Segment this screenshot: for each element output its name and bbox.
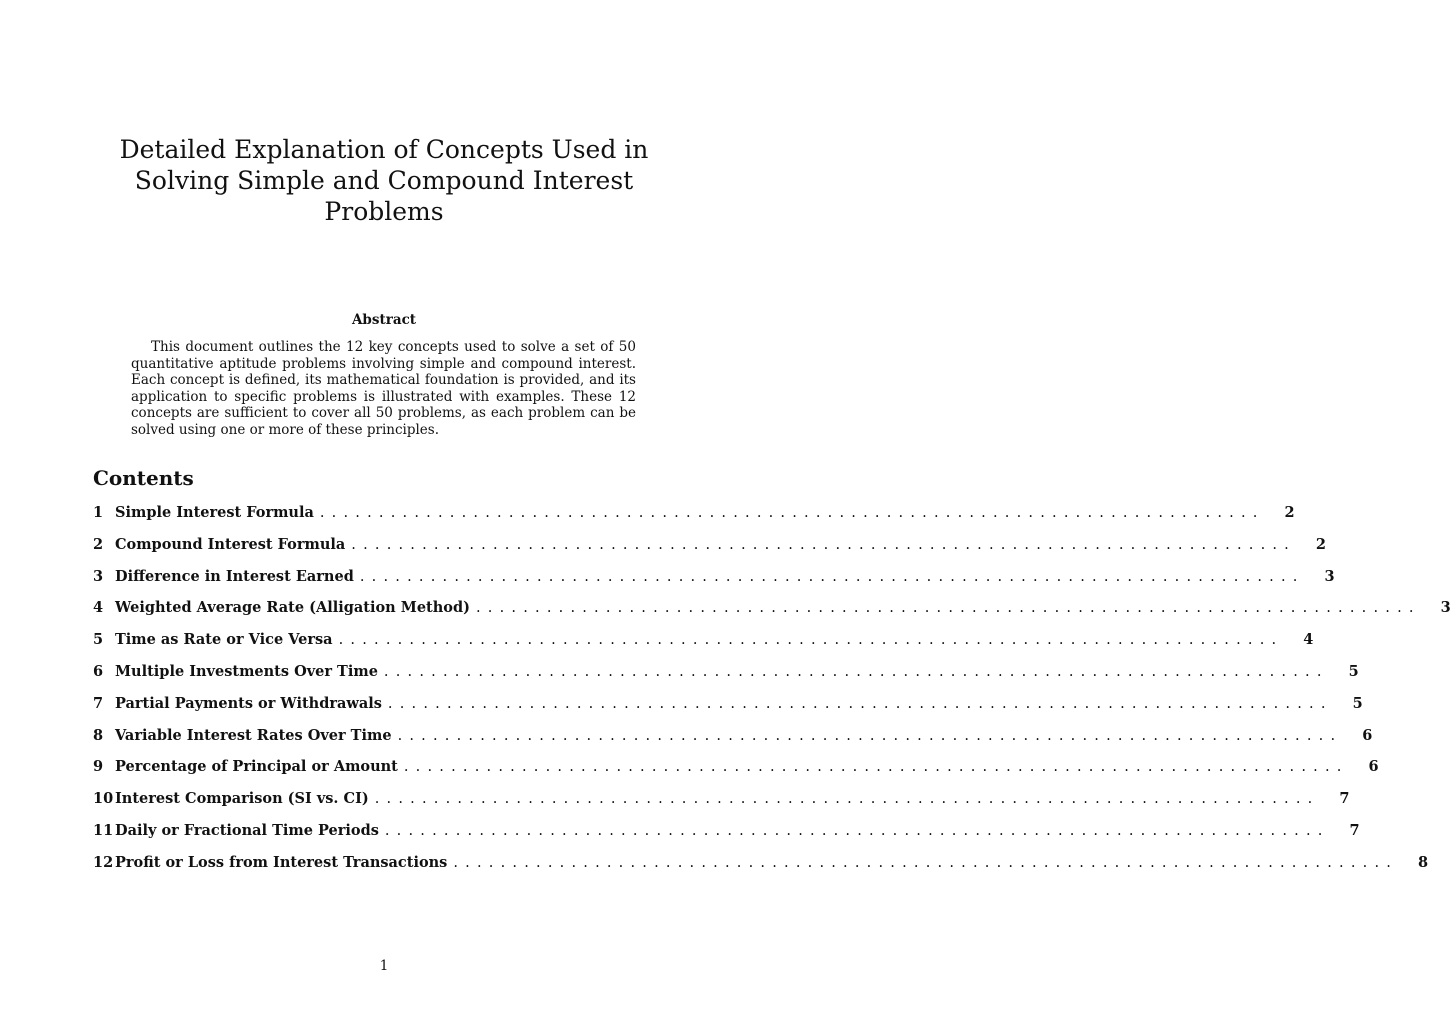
toc-entry[interactable] <box>93 504 1295 536</box>
toc-entry-page: 2 <box>1284 504 1295 521</box>
toc-entry-number: 1 <box>93 504 104 521</box>
document-title: Detailed Explanation of Concepts Used in Solving Simple and Compound Interest Problems <box>119 135 649 226</box>
toc-entry-number: 8 <box>93 726 104 744</box>
toc-entry-number: 3 <box>93 567 104 585</box>
toc-leader-dots: ................................................................................ <box>359 568 1305 585</box>
toc-entry-page: 8 <box>1418 853 1429 871</box>
toc-entry[interactable] <box>93 631 1314 663</box>
toc-entry-title: Difference in Interest Earned <box>115 567 354 585</box>
toc-entry-title: Profit or Loss from Interest Transactions <box>115 853 448 871</box>
toc-leader-dots: ................................................................................ <box>351 536 1296 553</box>
toc-leader-dots: ................................................................................ <box>384 822 1330 839</box>
toc-entry-number: 5 <box>93 631 104 649</box>
toc-entry-title: Percentage of Principal or Amount <box>115 758 398 776</box>
toc-entry-page: 2 <box>1315 535 1326 553</box>
toc-entry-number: 2 <box>93 535 104 553</box>
page-number: 1 <box>379 958 389 974</box>
toc-entry-page: 6 <box>1362 726 1373 744</box>
toc-leader-dots: ................................................................................ <box>319 505 1265 521</box>
toc-leader-dots: ................................................................................ <box>403 759 1349 776</box>
toc-leader-dots: ................................................................................ <box>374 791 1320 808</box>
toc-entry-number: 6 <box>93 662 104 680</box>
toc-entry-number: 11 <box>93 821 114 839</box>
toc-entry[interactable] <box>93 535 1326 568</box>
toc-entry[interactable] <box>93 662 1359 695</box>
toc-leader-dots: ................................................................................ <box>387 695 1333 712</box>
abstract-heading: Abstract <box>351 312 417 328</box>
toc-entry[interactable] <box>93 758 1379 790</box>
toc-entry-title: Interest Comparison (SI vs. CI) <box>115 790 369 808</box>
toc-entry-title: Multiple Investments Over Time <box>115 662 378 680</box>
toc-entry-title: Partial Payments or Withdrawals <box>115 694 382 712</box>
toc-entry-title: Daily or Fractional Time Periods <box>115 821 379 839</box>
toc-entry-number: 9 <box>93 758 104 776</box>
toc-leader-dots: ................................................................................ <box>453 854 1399 871</box>
toc-leader-dots: ................................................................................ <box>338 632 1284 649</box>
toc-entry-page: 5 <box>1348 662 1359 680</box>
contents-heading: Contents <box>93 466 194 490</box>
toc-entry-page: 7 <box>1339 790 1350 808</box>
toc-entry[interactable] <box>93 726 1373 759</box>
toc-entry-title: Variable Interest Rates Over Time <box>115 726 392 744</box>
toc-entry-page: 7 <box>1349 821 1360 839</box>
toc-entry-title: Weighted Average Rate (Alligation Method) <box>115 599 470 617</box>
toc-entry-number: 10 <box>93 790 114 808</box>
toc-entry[interactable] <box>93 790 1350 822</box>
toc-entry[interactable] <box>93 567 1335 600</box>
toc-entry[interactable] <box>93 853 1429 886</box>
toc-entry-page: 3 <box>1440 599 1451 617</box>
toc-entry-title: Time as Rate or Vice Versa <box>115 631 333 649</box>
toc-leader-dots: ................................................................................ <box>397 727 1343 744</box>
table-of-contents <box>93 504 1451 886</box>
toc-entry[interactable] <box>93 694 1363 727</box>
toc-entry-number: 12 <box>93 853 114 871</box>
toc-entry-number: 7 <box>93 694 104 712</box>
toc-entry-page: 4 <box>1303 631 1314 649</box>
toc-leader-dots: ................................................................................ <box>383 663 1329 680</box>
toc-entry-page: 6 <box>1368 758 1379 776</box>
toc-entry[interactable] <box>93 821 1360 854</box>
toc-entry-number: 4 <box>93 599 104 617</box>
toc-entry-page: 3 <box>1324 567 1335 585</box>
toc-leader-dots: ................................................................................ <box>475 600 1421 617</box>
toc-entry-title: Compound Interest Formula <box>115 535 346 553</box>
abstract-body: This document outlines the 12 key concepts used to solve a set of 50 quantitative aptitude problems involving simple and compound interest. Each concept is defined, its mathematical foundation is provided, and its application to specific problems is illustrated with examples. These 12 concepts are sufficient to cover all 50 problems, as each problem can be solved using one or more of these principles. <box>131 339 636 438</box>
toc-entry-page: 5 <box>1352 694 1363 712</box>
toc-entry-title: Simple Interest Formula <box>115 504 314 521</box>
toc-entry[interactable] <box>93 599 1451 631</box>
